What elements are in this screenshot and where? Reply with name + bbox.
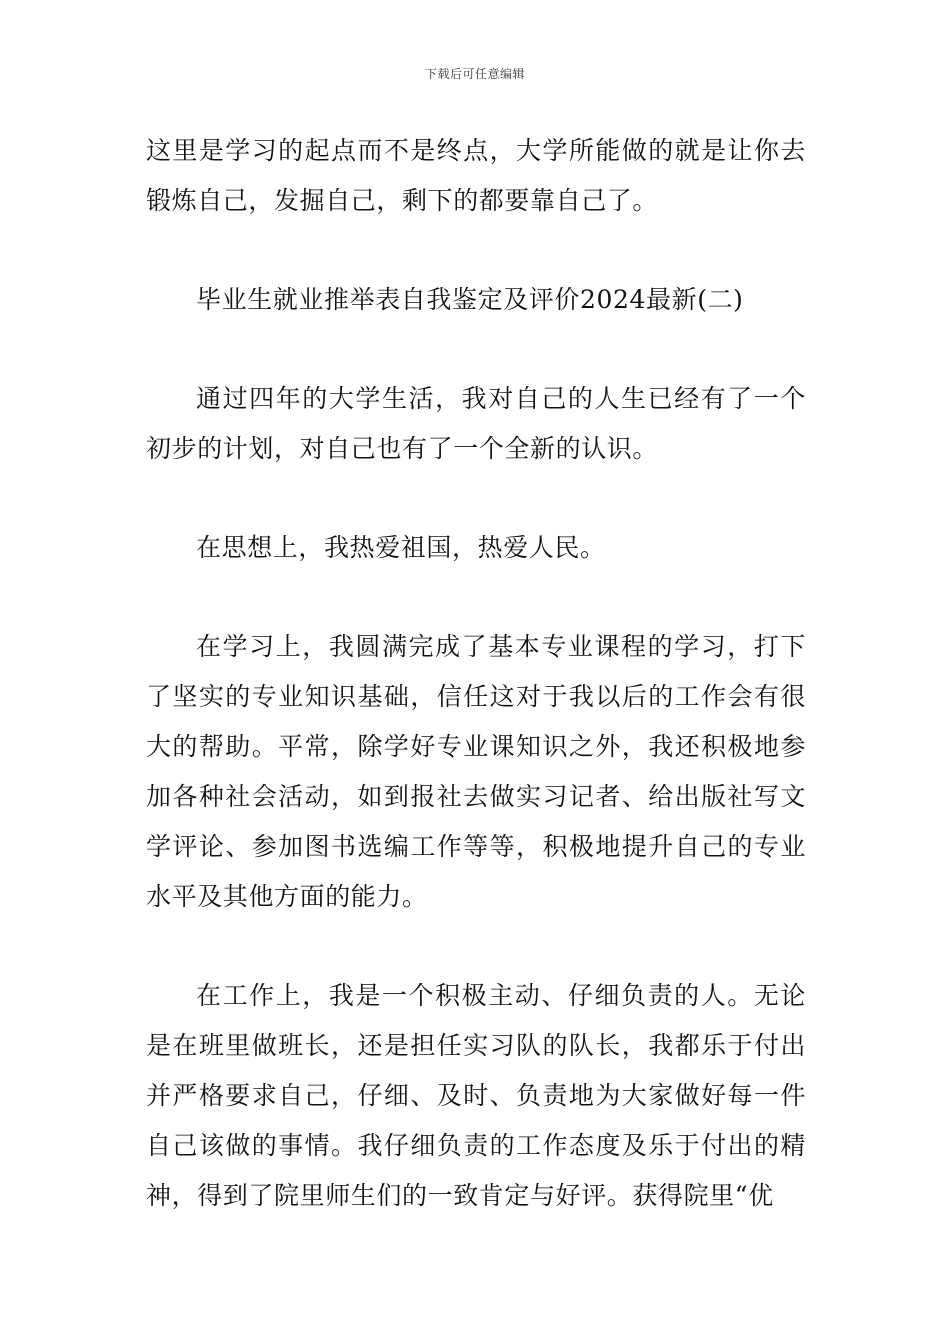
- paragraph-intro: 通过四年的大学生活，我对自己的人生已经有了一个初步的计划，对自己也有了一个全新的认识。: [146, 384, 806, 463]
- paragraph-work: 在工作上，我是一个积极主动、仔细负责的人。无论是在班里做班长，还是担任实习队的队长，我都乐于付出并严格要求自己，仔细、及时、负责地为大家做好每一件自己该做的事情。我仔细负责的工作态度及乐于付出的精神，得到了院里师生们的一致肯定与好评。获得院里“优: [146, 981, 806, 1210]
- section-heading: 毕业生就业推举表自我鉴定及评价2024最新(二): [196, 285, 744, 314]
- paragraph-continuation: 这里是学习的起点而不是终点，大学所能做的就是让你去锻炼自己，发掘自己，剩下的都要靠自己了。: [146, 136, 806, 215]
- paragraph-study: 在学习上，我圆满完成了基本专业课程的学习，打下了坚实的专业知识基础，信任这对于我以后的工作会有很大的帮助。平常，除学好专业课知识之外，我还积极地参加各种社会活动，如到报社去做实习记者、给出版社写文学评论、参加图书选编工作等等，积极地提升自己的专业水平及其他方面的能力。: [146, 632, 806, 911]
- page-header-note: 下载后可任意编辑: [424, 67, 525, 81]
- paragraph-ideology: 在思想上，我热爱祖国，热爱人民。: [196, 533, 606, 562]
- document-body: [146, 126, 806, 1221]
